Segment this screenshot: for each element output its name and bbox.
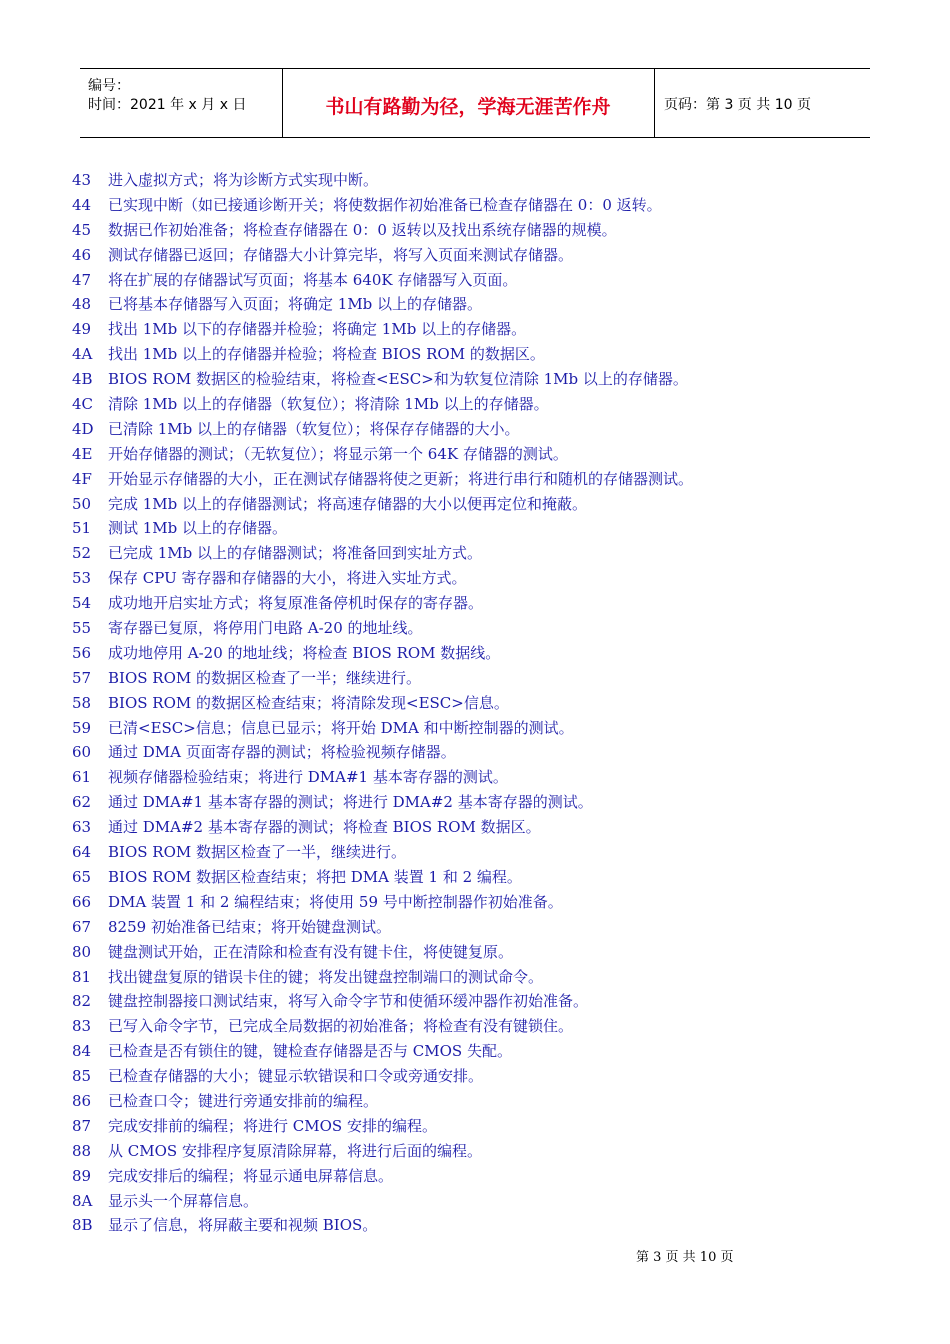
- list-item: [72, 890, 872, 915]
- post-code: 89: [72, 1166, 92, 1185]
- post-code: 60: [72, 743, 92, 762]
- post-code: 55: [72, 619, 92, 638]
- post-code: 4C: [72, 395, 94, 414]
- motto-text: 书山有路勤为径，学海无涯苦作舟: [325, 96, 611, 118]
- list-item: [72, 417, 872, 442]
- post-code: 4E: [72, 444, 93, 463]
- post-code: 47: [72, 270, 92, 289]
- post-code-description: 已实现中断（如已接通诊断开关；将使数据作初始准备已检查存储器在 0：0 返转。: [108, 195, 662, 214]
- post-code-description: BIOS ROM 数据区检查结束；将把 DMA 装置 1 和 2 编程。: [108, 867, 522, 886]
- post-code-description: 已写入命令字节，已完成全局数据的初始准备；将检查有没有键锁住。: [108, 1017, 574, 1036]
- post-code-description: 已清除 1Mb 以上的存储器（软复位）；将保存存储器的大小。: [108, 419, 520, 438]
- list-item: [72, 989, 872, 1014]
- post-code-description: 完成安排前的编程；将进行 CMOS 安排的编程。: [108, 1116, 437, 1135]
- list-item: [72, 915, 872, 940]
- list-item: [72, 1039, 872, 1064]
- post-code-description: 已检查存储器的大小；键显示软错误和口令或旁通安排。: [108, 1067, 484, 1086]
- list-item: [72, 566, 872, 591]
- post-code: 8B: [72, 1216, 93, 1235]
- post-code-description: 已完成 1Mb 以上的存储器测试；将准备回到实址方式。: [108, 544, 483, 563]
- post-code: 86: [72, 1091, 92, 1110]
- post-code: 66: [72, 892, 92, 911]
- post-code-description: 从 CMOS 安排程序复原清除屏幕，将进行后面的编程。: [108, 1141, 482, 1160]
- header-meta-cell: [80, 69, 283, 137]
- post-code: 62: [72, 793, 92, 812]
- list-item: [72, 243, 872, 268]
- list-item: [72, 965, 872, 990]
- list-item: [72, 790, 872, 815]
- post-code-description: BIOS ROM 数据区检查了一半，继续进行。: [108, 843, 407, 862]
- post-code: 51: [72, 519, 92, 538]
- post-code: 88: [72, 1141, 92, 1160]
- list-item: [72, 765, 872, 790]
- post-code: 4A: [72, 345, 93, 364]
- post-code: 58: [72, 693, 92, 712]
- post-code: 52: [72, 544, 92, 563]
- time-label: 时间：2021 年 x 月 x 日: [88, 97, 247, 113]
- post-code-description: 寄存器已复原，将停用门电路 A-20 的地址线。: [108, 619, 423, 638]
- post-code: 57: [72, 668, 92, 687]
- post-code: 4D: [72, 419, 94, 438]
- post-code: 64: [72, 843, 92, 862]
- post-code: 81: [72, 967, 92, 986]
- post-code-description: 已检查是否有锁住的键，键检查存储器是否与 CMOS 失配。: [108, 1042, 512, 1061]
- post-code-description: 成功地停用 A-20 的地址线；将检查 BIOS ROM 数据线。: [108, 643, 501, 662]
- list-item: [72, 268, 872, 293]
- post-code-description: 键盘控制器接口测试结束，将写入命令字节和使循环缓冲器作初始准备。: [108, 992, 589, 1011]
- list-item: [72, 1164, 872, 1189]
- list-item: [72, 541, 872, 566]
- list-item: [72, 716, 872, 741]
- post-code-list: [72, 168, 872, 1238]
- post-code-description: 开始存储器的测试；（无软复位）；将显示第一个 64K 存储器的测试。: [108, 444, 568, 463]
- post-code-description: BIOS ROM 数据区的检验结束，将检查<ESC>和为软复位清除 1Mb 以上的存储器。: [108, 370, 688, 389]
- post-code-description: 8259 初始准备已结束；将开始键盘测试。: [108, 917, 391, 936]
- post-code: 4F: [72, 469, 92, 488]
- post-code-description: 找出 1Mb 以上的存储器并检验；将检查 BIOS ROM 的数据区。: [108, 345, 545, 364]
- post-code-description: 完成安排后的编程；将显示通电屏幕信息。: [108, 1166, 394, 1185]
- post-code-description: 视频存储器检验结束；将进行 DMA#1 基本寄存器的测试。: [108, 768, 508, 787]
- header-page-cell: [654, 69, 870, 137]
- post-code: 45: [72, 220, 92, 239]
- post-code-description: 键盘测试开始，正在清除和检查有没有键卡住，将使键复原。: [108, 942, 514, 961]
- post-code-description: 找出 1Mb 以下的存储器并检验；将确定 1Mb 以上的存储器。: [108, 320, 527, 339]
- list-item: [72, 342, 872, 367]
- post-code: 87: [72, 1116, 92, 1135]
- page-footer: 第 3 页 共 10 页: [636, 1250, 734, 1265]
- post-code: 59: [72, 718, 92, 737]
- post-code: 82: [72, 992, 92, 1011]
- post-code-description: DMA 装置 1 和 2 编程结束；将使用 59 号中断控制器作初始准备。: [108, 892, 563, 911]
- list-item: [72, 740, 872, 765]
- post-code: 4B: [72, 370, 93, 389]
- list-item: [72, 1064, 872, 1089]
- post-code: 65: [72, 867, 92, 886]
- list-item: [72, 591, 872, 616]
- post-code: 50: [72, 494, 92, 513]
- post-code-description: 找出键盘复原的错误卡住的键；将发出键盘控制端口的测试命令。: [108, 967, 544, 986]
- post-code-description: 通过 DMA#1 基本寄存器的测试；将进行 DMA#2 基本寄存器的测试。: [108, 793, 593, 812]
- post-code: 61: [72, 768, 92, 787]
- post-code-description: 已检查口令；键进行旁通安排前的编程。: [108, 1091, 379, 1110]
- list-item: [72, 193, 872, 218]
- number-label: 编号：: [88, 78, 130, 94]
- post-code-description: 进入虚拟方式；将为诊断方式实现中断。: [108, 171, 379, 189]
- post-code: 67: [72, 917, 92, 936]
- post-code-description: 完成 1Mb 以上的存储器测试；将高速存储器的大小以便再定位和掩蔽。: [108, 494, 588, 513]
- list-item: [72, 516, 872, 541]
- post-code-description: 显示了信息，将屏蔽主要和视频 BIOS。: [108, 1216, 378, 1235]
- post-code-description: 通过 DMA#2 基本寄存器的测试；将检查 BIOS ROM 数据区。: [108, 818, 541, 837]
- post-code-description: 将在扩展的存储器试写页面；将基本 640K 存储器写入页面。: [108, 270, 518, 289]
- post-code-description: BIOS ROM 的数据区检查结束；将清除发现<ESC>信息。: [108, 693, 509, 712]
- list-item: [72, 292, 872, 317]
- list-item: [72, 218, 872, 243]
- list-item: [72, 940, 872, 965]
- list-item: [72, 641, 872, 666]
- list-item: [72, 367, 872, 392]
- list-item: [72, 815, 872, 840]
- list-item: [72, 1139, 872, 1164]
- list-item: [72, 442, 872, 467]
- post-code: 44: [72, 195, 92, 214]
- post-code-description: 显示头一个屏幕信息。: [108, 1191, 259, 1210]
- post-code: 53: [72, 569, 92, 588]
- post-code: 54: [72, 594, 92, 613]
- post-code-description: 通过 DMA 页面寄存器的测试；将检验视频存储器。: [108, 743, 456, 762]
- post-code-description: BIOS ROM 的数据区检查了一半；继续进行。: [108, 668, 422, 687]
- list-item: [72, 666, 872, 691]
- post-code-description: 测试 1Mb 以上的存储器。: [108, 519, 288, 538]
- post-code: 49: [72, 320, 92, 339]
- list-item: [72, 392, 872, 417]
- list-item: [72, 492, 872, 517]
- post-code: 85: [72, 1067, 92, 1086]
- list-item: [72, 1114, 872, 1139]
- post-code-description: 成功地开启实址方式；将复原准备停机时保存的寄存器。: [108, 594, 484, 613]
- list-item: [72, 467, 872, 492]
- post-code-description: 开始显示存储器的大小，正在测试存储器将使之更新；将进行串行和随机的存储器测试。: [108, 469, 694, 488]
- post-code-description: 保存 CPU 寄存器和存储器的大小，将进入实址方式。: [108, 569, 467, 588]
- post-code: 83: [72, 1017, 92, 1036]
- post-code: 56: [72, 643, 92, 662]
- list-item: [72, 616, 872, 641]
- post-code-description: 清除 1Mb 以上的存储器（软复位）；将清除 1Mb 以上的存储器。: [108, 395, 549, 414]
- post-code: 46: [72, 245, 92, 264]
- post-code-description: 已清<ESC>信息；信息已显示；将开始 DMA 和中断控制器的测试。: [108, 718, 574, 737]
- page-label: 页码：第 3 页 共 10 页: [664, 97, 811, 113]
- post-code-description: 测试存储器已返回；存储器大小计算完毕，将写入页面来测试存储器。: [108, 245, 574, 264]
- header-motto-cell: [282, 69, 655, 137]
- list-item: [72, 1189, 872, 1214]
- list-item: [72, 691, 872, 716]
- list-item: [72, 865, 872, 890]
- post-code: 63: [72, 818, 92, 837]
- list-item: [72, 1014, 872, 1039]
- page-header: [80, 68, 870, 138]
- post-code: 80: [72, 942, 92, 961]
- post-code-description: 数据已作初始准备；将检查存储器在 0：0 返转以及找出系统存储器的规模。: [108, 220, 617, 239]
- post-code-description: 已将基本存储器写入页面；将确定 1Mb 以上的存储器。: [108, 295, 483, 314]
- list-item: [72, 1089, 872, 1114]
- post-code: 48: [72, 295, 92, 314]
- post-code: 43: [72, 171, 92, 189]
- post-code: 84: [72, 1042, 92, 1061]
- list-item: [72, 840, 872, 865]
- list-item: [72, 317, 872, 342]
- post-code: 8A: [72, 1191, 93, 1210]
- list-item: [72, 168, 872, 193]
- list-item: [72, 1213, 872, 1238]
